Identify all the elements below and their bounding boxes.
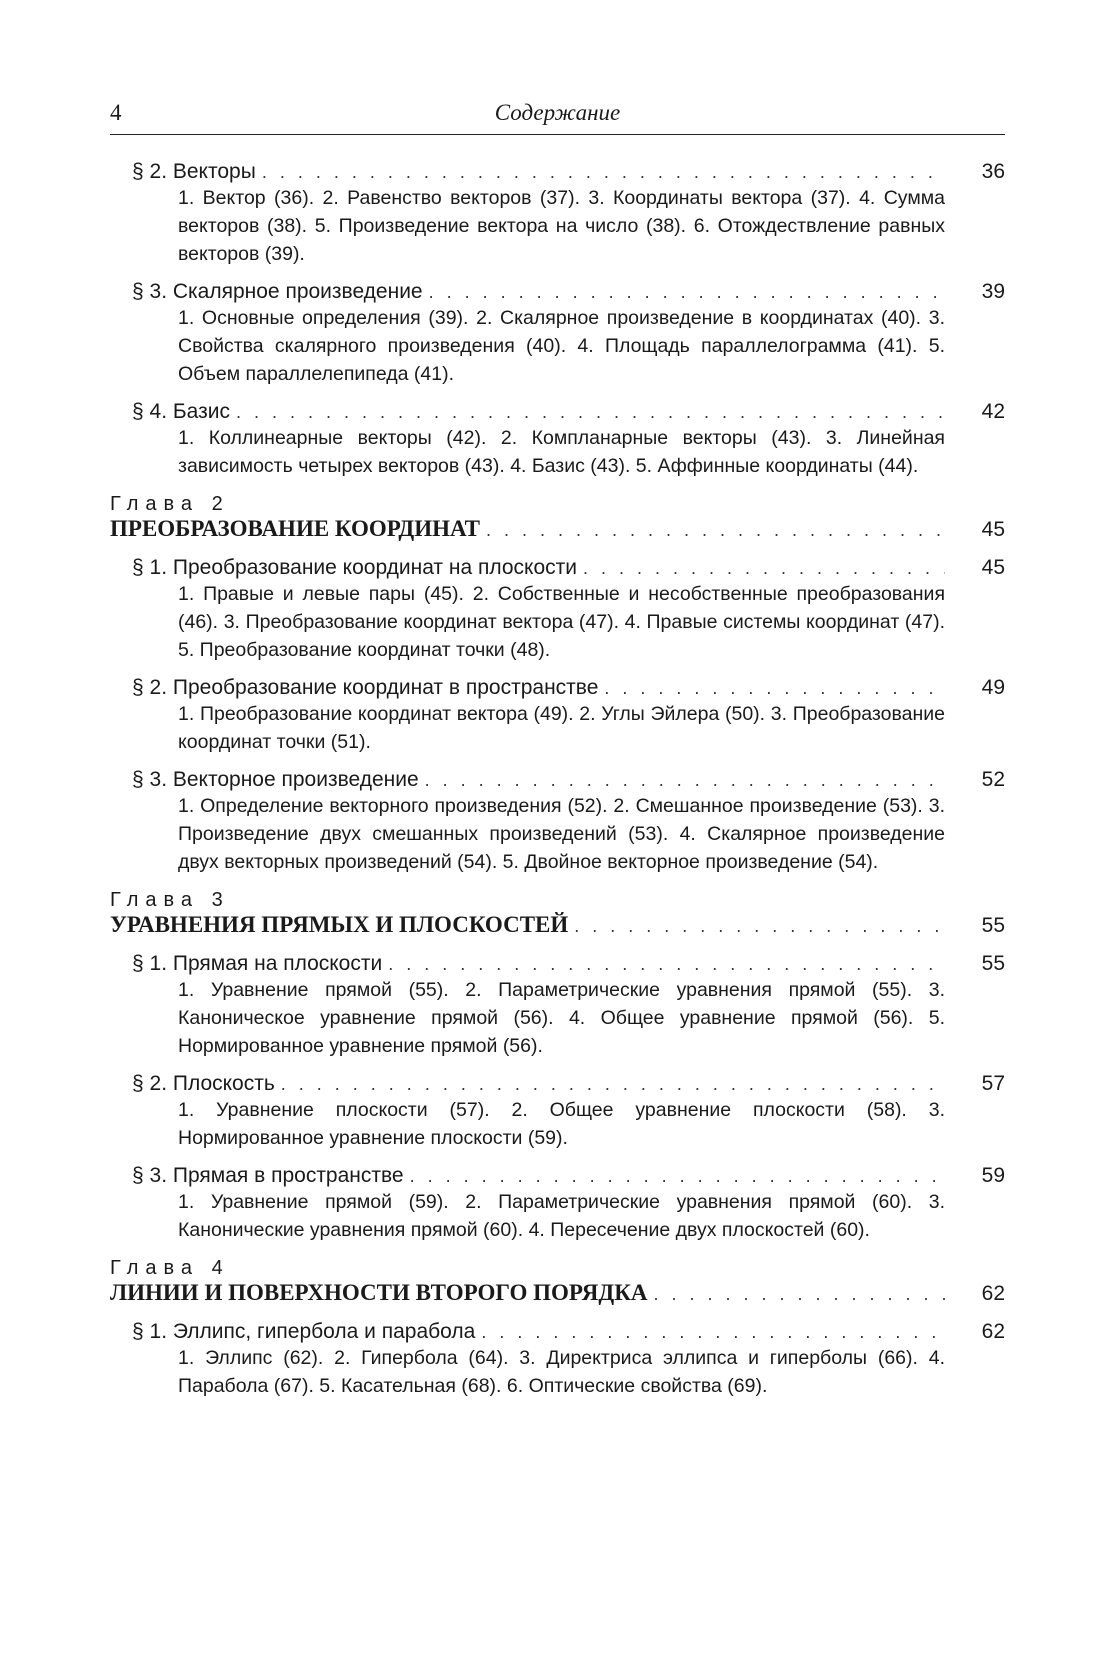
chapter-label: Глава 3	[110, 889, 230, 911]
toc-section	[110, 160, 1005, 268]
page-number: 4	[110, 100, 122, 125]
section-items: 1. Коллинеарные векторы (42). 2. Компланарные векторы (43). 3. Линейная зависимость четырех векторов (43). 4. Базис (43). 5. Аффинные координаты (44).	[178, 427, 945, 477]
section-title: § 3. Векторное произведение	[132, 768, 419, 791]
section-title: § 2. Векторы	[132, 160, 256, 183]
leader-dots	[429, 282, 945, 303]
leader-dots	[574, 916, 945, 937]
section-title-line[interactable]	[132, 768, 1005, 792]
chapter-heading	[110, 888, 1005, 938]
section-title: § 2. Плоскость	[132, 1072, 275, 1095]
section-items: 1. Вектор (36). 2. Равенство векторов (37). 3. Координаты вектора (37). 4. Сумма векторов (38). 5. Произведение вектора на число (38). 6. Отождествление равных векторов (39).	[178, 187, 945, 265]
toc-section	[110, 280, 1005, 388]
table-of-contents	[110, 160, 1005, 1412]
section-page: 42	[981, 400, 1005, 423]
toc-section	[110, 676, 1005, 756]
section-title: § 1. Преобразование координат на плоскости	[132, 556, 577, 579]
section-page: 62	[981, 1320, 1005, 1343]
section-title: § 3. Прямая в пространстве	[132, 1164, 404, 1187]
toc-section	[110, 1072, 1005, 1152]
section-title-line[interactable]	[132, 676, 1005, 700]
section-items: 1. Преобразование координат вектора (49). 2. Углы Эйлера (50). 3. Преобразование координат точки (51).	[178, 703, 945, 753]
section-title: § 2. Преобразование координат в пространстве	[132, 676, 599, 699]
toc-section	[110, 556, 1005, 664]
section-title-line[interactable]	[132, 1072, 1005, 1096]
chapter-title: ЛИНИИ И ПОВЕРХНОСТИ ВТОРОГО ПОРЯДКА	[110, 1280, 648, 1305]
leader-dots	[281, 1074, 945, 1095]
section-page: 52	[981, 768, 1005, 791]
section-title-line[interactable]	[132, 400, 1005, 424]
section-items: 1. Эллипс (62). 2. Гипербола (64). 3. Директриса эллипса и гиперболы (66). 4. Парабола (67). 5. Касательная (68). 6. Оптические свойства (69).	[178, 1347, 945, 1397]
section-title: § 4. Базис	[132, 400, 230, 423]
running-title: Содержание	[494, 100, 621, 125]
section-title-line[interactable]	[132, 1164, 1005, 1188]
chapter-title-line[interactable]	[110, 1280, 1005, 1306]
section-items: 1. Уравнение прямой (59). 2. Параметрические уравнения прямой (60). 3. Канонические уравнения прямой (60). 4. Пересечение двух плоскостей (60).	[178, 1191, 945, 1241]
leader-dots	[481, 1322, 945, 1343]
section-title-line[interactable]	[132, 160, 1005, 184]
section-title-line[interactable]	[132, 280, 1005, 304]
chapter-page: 55	[981, 914, 1005, 937]
section-title: § 1. Прямая на плоскости	[132, 952, 383, 975]
leader-dots	[486, 520, 945, 541]
leader-dots	[604, 678, 945, 699]
chapter-title: ПРЕОБРАЗОВАНИЕ КООРДИНАТ	[110, 516, 480, 541]
chapter-label: Глава 2	[110, 493, 230, 515]
section-page: 57	[981, 1072, 1005, 1095]
chapter-label: Глава 4	[110, 1257, 230, 1279]
chapter-page: 62	[981, 1282, 1005, 1305]
section-page: 49	[981, 676, 1005, 699]
chapter-heading	[110, 492, 1005, 542]
leader-dots	[410, 1166, 945, 1187]
section-page: 36	[981, 160, 1005, 183]
toc-section	[110, 768, 1005, 876]
toc-section	[110, 400, 1005, 480]
section-title-line[interactable]	[132, 556, 1005, 580]
section-items: 1. Уравнение плоскости (57). 2. Общее уравнение плоскости (58). 3. Нормированное уравнение плоскости (59).	[178, 1099, 945, 1149]
section-page: 55	[981, 952, 1005, 975]
chapter-title-line[interactable]	[110, 516, 1005, 542]
leader-dots	[236, 402, 945, 423]
toc-section	[110, 1164, 1005, 1244]
section-items: 1. Основные определения (39). 2. Скалярное произведение в координатах (40). 3. Свойства скалярного произведения (40). 4. Площадь параллелограмма (41). 5. Объем параллелепипеда (41).	[178, 307, 945, 385]
section-page: 39	[981, 280, 1005, 303]
leader-dots	[654, 1284, 945, 1305]
toc-section	[110, 1320, 1005, 1400]
leader-dots	[425, 770, 945, 791]
chapter-heading	[110, 1256, 1005, 1306]
section-title: § 3. Скалярное произведение	[132, 280, 423, 303]
toc-section	[110, 952, 1005, 1060]
section-title: § 1. Эллипс, гипербола и парабола	[132, 1320, 476, 1343]
leader-dots	[262, 162, 945, 183]
chapter-title: УРАВНЕНИЯ ПРЯМЫХ И ПЛОСКОСТЕЙ	[110, 912, 569, 937]
leader-dots	[583, 558, 945, 579]
chapter-page: 45	[981, 518, 1005, 541]
section-items: 1. Уравнение прямой (55). 2. Параметрические уравнения прямой (55). 3. Каноническое уравнение прямой (56). 4. Общее уравнение прямой (56). 5. Нормированное уравнение прямой (56).	[178, 979, 945, 1057]
leader-dots	[388, 954, 945, 975]
section-title-line[interactable]	[132, 952, 1005, 976]
chapter-title-line[interactable]	[110, 912, 1005, 938]
section-items: 1. Правые и левые пары (45). 2. Собственные и несобственные преобразования (46). 3. Преобразование координат вектора (47). 4. Правые системы координат (47). 5. Преобразование координат точки (48).	[178, 583, 945, 661]
section-items: 1. Определение векторного произведения (52). 2. Смешанное произведение (53). 3. Произведение двух смешанных произведений (53). 4. Скалярное произведение двух векторных произведений (54). 5. Двойное векторное произведение (54).	[178, 795, 945, 873]
section-page: 45	[981, 556, 1005, 579]
section-page: 59	[981, 1164, 1005, 1187]
running-header	[110, 100, 1005, 135]
section-title-line[interactable]	[132, 1320, 1005, 1344]
